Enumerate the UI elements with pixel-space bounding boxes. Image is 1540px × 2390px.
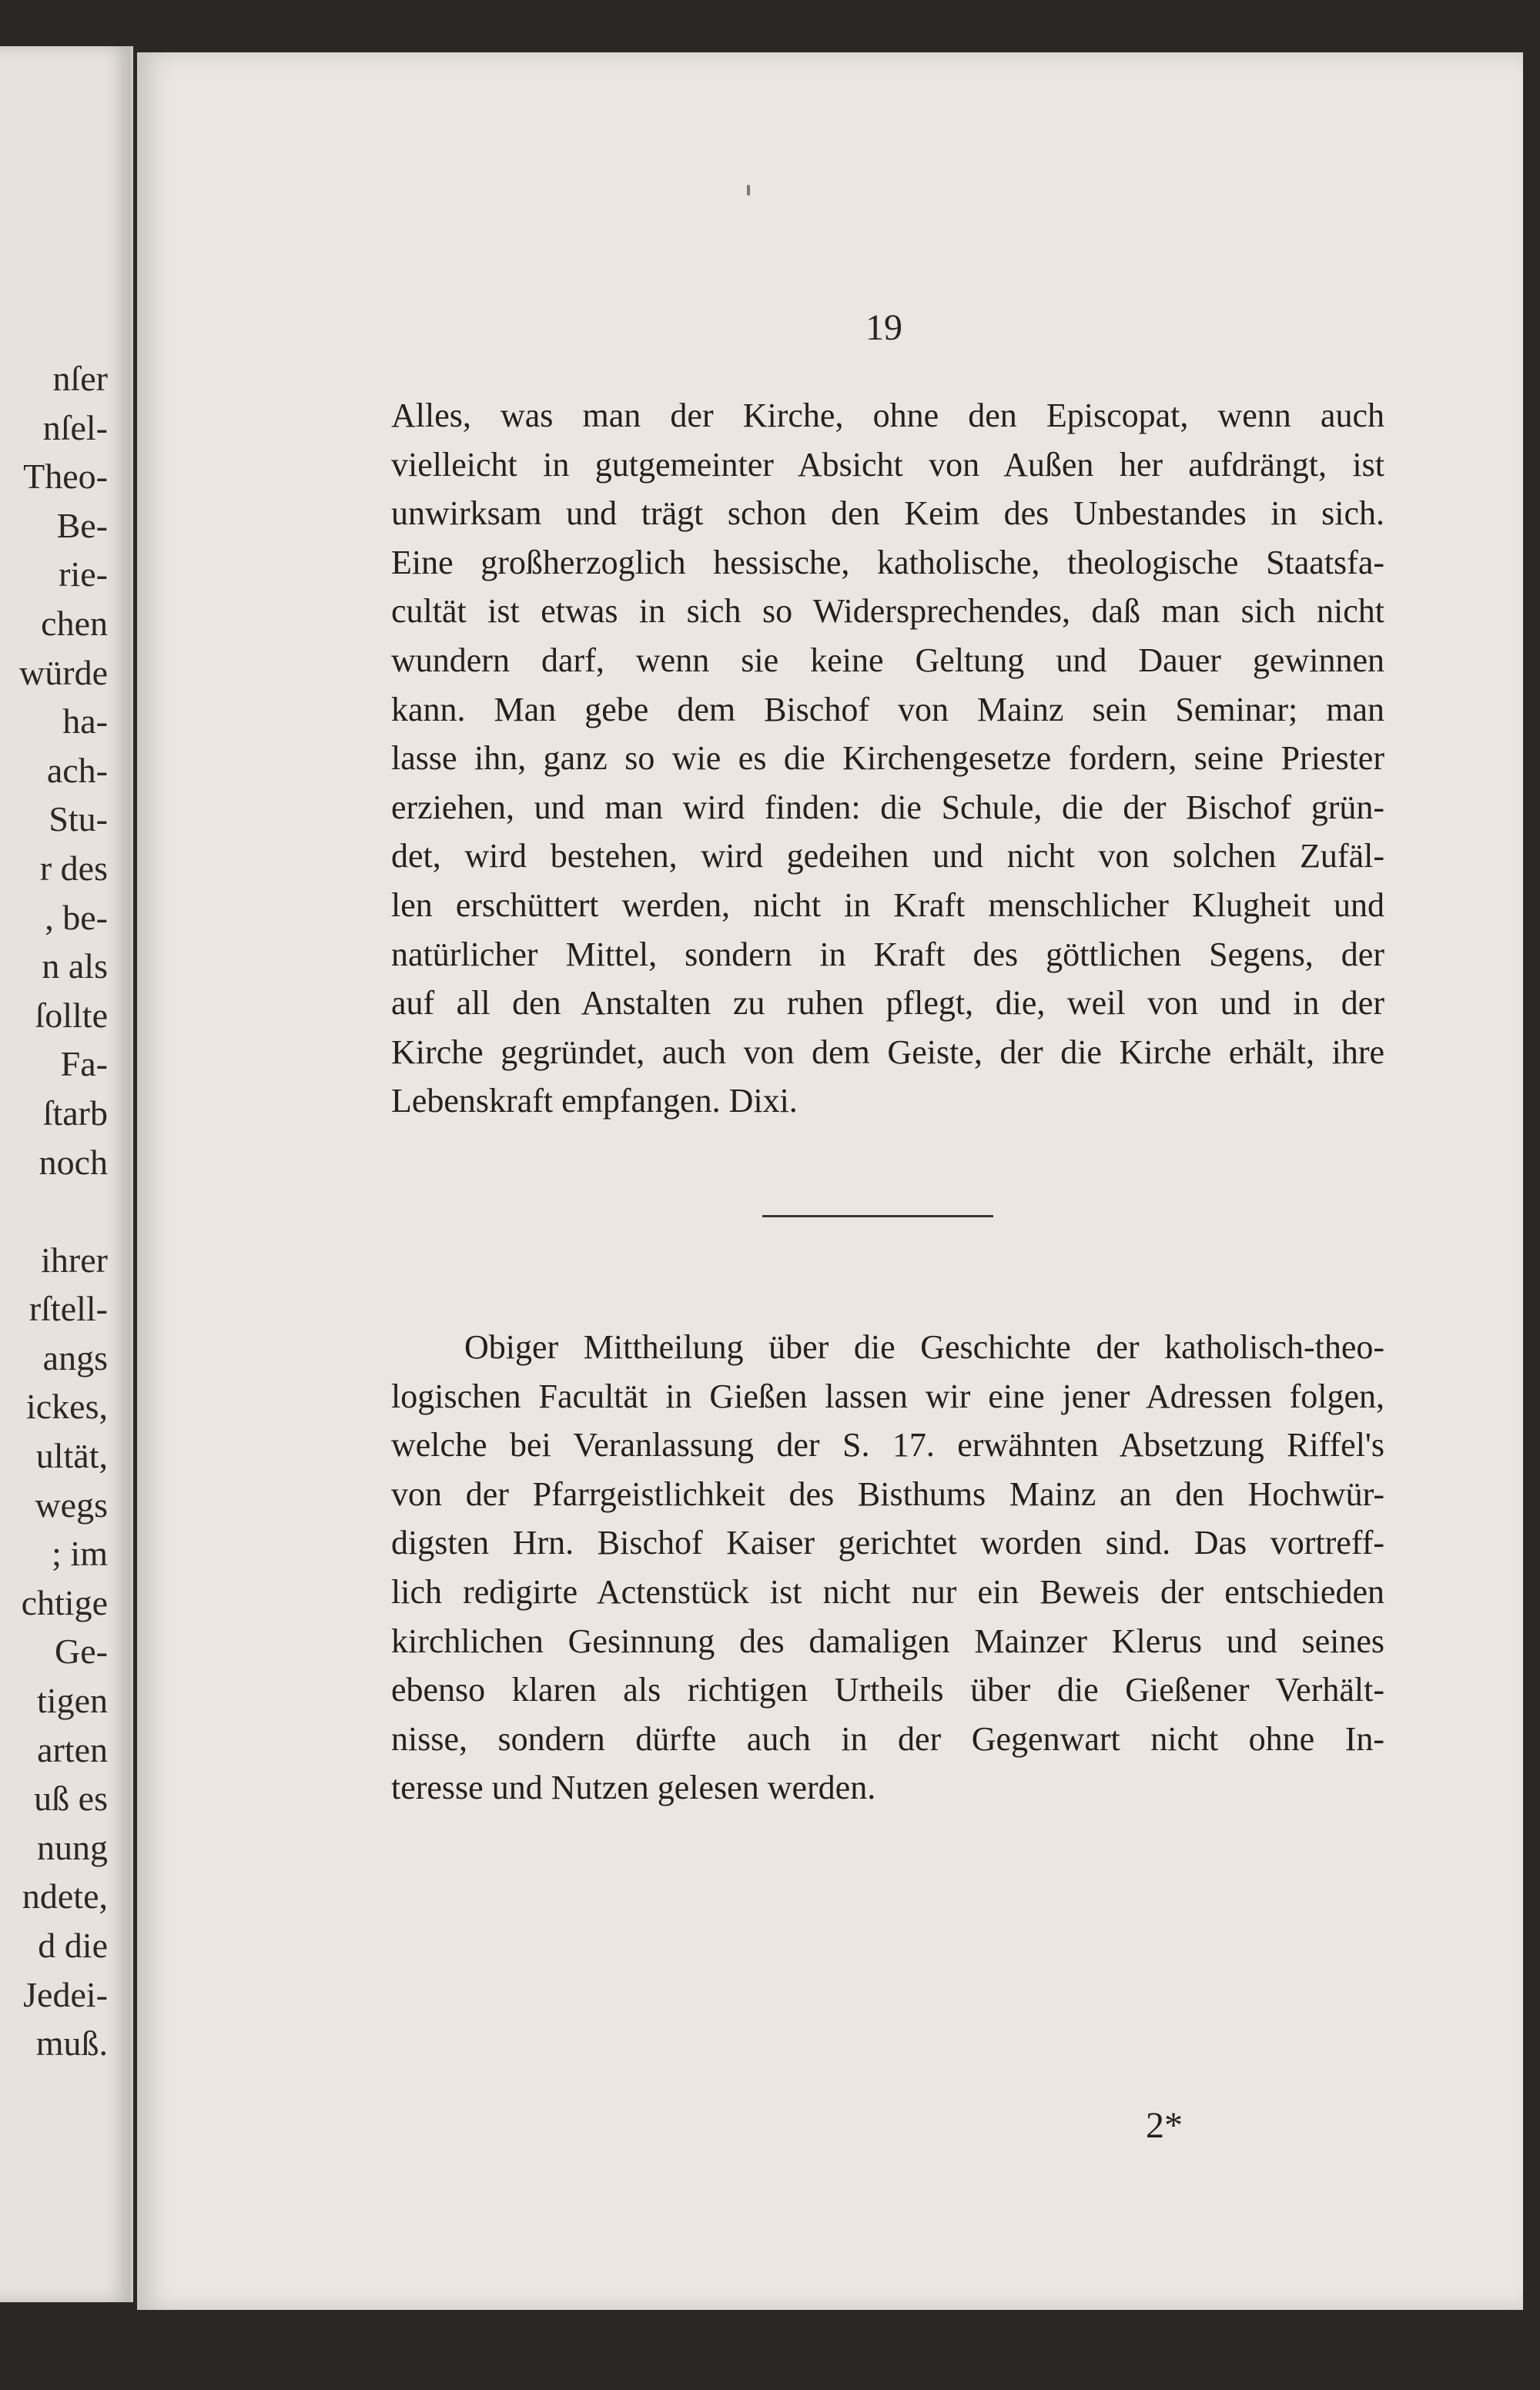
margin-fragment: , be-: [45, 897, 108, 937]
text-line: nisse, sondern dürfte auch in der Gegenwart nicht ohne In-: [391, 1719, 1384, 1758]
text-line: det, wird bestehen, wird gedeihen und nicht von solchen Zufäl-: [391, 837, 1384, 875]
margin-fragment: ſollte: [35, 995, 108, 1035]
left-page-fragments: [0, 354, 108, 2068]
margin-fragment: ndete,: [22, 1876, 108, 1916]
margin-fragment: muß.: [35, 2023, 108, 2064]
text-line: Kirche gegründet, auch von dem Geiste, der die Kirche erhält, ihre: [391, 1033, 1384, 1071]
book-page: [137, 52, 1523, 2310]
margin-fragment: Be-: [56, 505, 108, 545]
page-number: 19: [865, 307, 902, 348]
margin-fragment: nſer: [52, 359, 108, 398]
margin-fragment: Ge-: [55, 1632, 108, 1672]
text-line: Alles, was man der Kirche, ohne den Episcopat, wenn auch: [391, 397, 1384, 434]
text-line: vielleicht in gutgemeinter Absicht von Außen her aufdrängt, ist: [391, 445, 1384, 484]
margin-fragment: Jedei-: [23, 1974, 108, 2014]
text-line: unwirksam und trägt schon den Keim des Unbestandes in sich.: [391, 494, 1384, 533]
text-line: kirchlichen Gesinnung des damaligen Mainzer Klerus und seines: [391, 1622, 1384, 1660]
text-line: lich redigirte Actenstück ist nicht nur ein Beweis der entschieden: [391, 1572, 1384, 1611]
margin-fragment: ha-: [62, 701, 108, 741]
text-line: len erschüttert werden, nicht in Kraft menschlicher Klugheit und: [391, 885, 1384, 924]
margin-fragment: nſel-: [42, 407, 108, 447]
text-line: cultät ist etwas in sich so Widersprechendes, daß man sich nicht: [391, 592, 1384, 631]
left-facing-page: [0, 46, 133, 2302]
text-line: kann. Man gebe dem Bischof von Mainz sein Seminar; man: [391, 690, 1384, 728]
margin-fragment: rie-: [59, 554, 108, 594]
margin-fragment: angs: [42, 1337, 108, 1377]
margin-fragment: uß es: [34, 1779, 108, 1819]
margin-fragment: wegs: [35, 1485, 108, 1525]
margin-fragment: tigen: [37, 1681, 108, 1721]
margin-fragment: würde: [19, 652, 108, 692]
text-line: erziehen, und man wird finden: die Schule, die der Bischof grün-: [391, 788, 1384, 826]
text-line: ebenso klaren als richtigen Urtheils über die Gießener Verhält-: [391, 1671, 1384, 1709]
paragraph-1: [391, 391, 1384, 1126]
margin-fragment: chen: [41, 603, 108, 643]
margin-fragment: arten: [37, 1729, 108, 1769]
margin-fragment: n als: [42, 946, 108, 986]
margin-fragment: ſtarb: [42, 1093, 108, 1133]
text-line: Obiger Mittheilung über die Geschichte der katholisch-theo-: [464, 1328, 1384, 1366]
text-line: lasse ihn, ganz so wie es die Kirchengesetze fordern, seine Priester: [391, 739, 1384, 778]
text-line: Lebenskraft empfangen. Dixi.: [391, 1082, 798, 1120]
text-line: auf all den Anstalten zu ruhen pflegt, die, weil von und in der: [391, 984, 1384, 1023]
text-line: digsten Hrn. Bischof Kaiser gerichtet worden sind. Das vortreff-: [391, 1524, 1384, 1562]
text-line: von der Pfarrgeistlichkeit des Bisthums Mainz an den Hochwür-: [391, 1475, 1384, 1513]
margin-fragment: nung: [37, 1827, 108, 1867]
margin-fragment: Stu-: [49, 799, 108, 839]
margin-fragment: Theo-: [23, 457, 108, 497]
text-line: wundern darf, wenn sie keine Geltung und Dauer gewinnen: [391, 641, 1384, 679]
margin-fragment: ihrer: [41, 1240, 108, 1280]
margin-fragment: ; im: [52, 1534, 108, 1574]
margin-fragment: ach-: [46, 750, 108, 790]
margin-fragment: d die: [38, 1926, 108, 1965]
text-line: Eine großherzoglich hessische, katholische, theologische Staatsfa-: [391, 543, 1384, 581]
signature-mark: 2*: [1146, 2105, 1183, 2146]
margin-fragment: noch: [38, 1142, 108, 1182]
text-line: natürlicher Mittel, sondern in Kraft des göttlichen Segens, der: [391, 935, 1384, 973]
margin-fragment: chtige: [21, 1582, 108, 1622]
text-line: logischen Facultät in Gießen lassen wir eine jener Adressen folgen,: [391, 1377, 1384, 1415]
text-line: teresse und Nutzen gelesen werden.: [391, 1769, 876, 1807]
margin-fragment: ickes,: [25, 1387, 108, 1427]
section-divider: [762, 1215, 993, 1217]
margin-fragment: rſtell-: [28, 1289, 108, 1329]
margin-fragment: r des: [39, 848, 108, 888]
text-line: welche bei Veranlassung der S. 17. erwähnten Absetzung Riffel's: [391, 1426, 1384, 1464]
margin-fragment: Fa-: [60, 1044, 108, 1084]
paragraph-2: [391, 1323, 1384, 1813]
paper-blemish: [747, 185, 750, 196]
margin-fragment: ultät,: [35, 1436, 108, 1476]
margin-fragment: [0, 1187, 108, 1236]
